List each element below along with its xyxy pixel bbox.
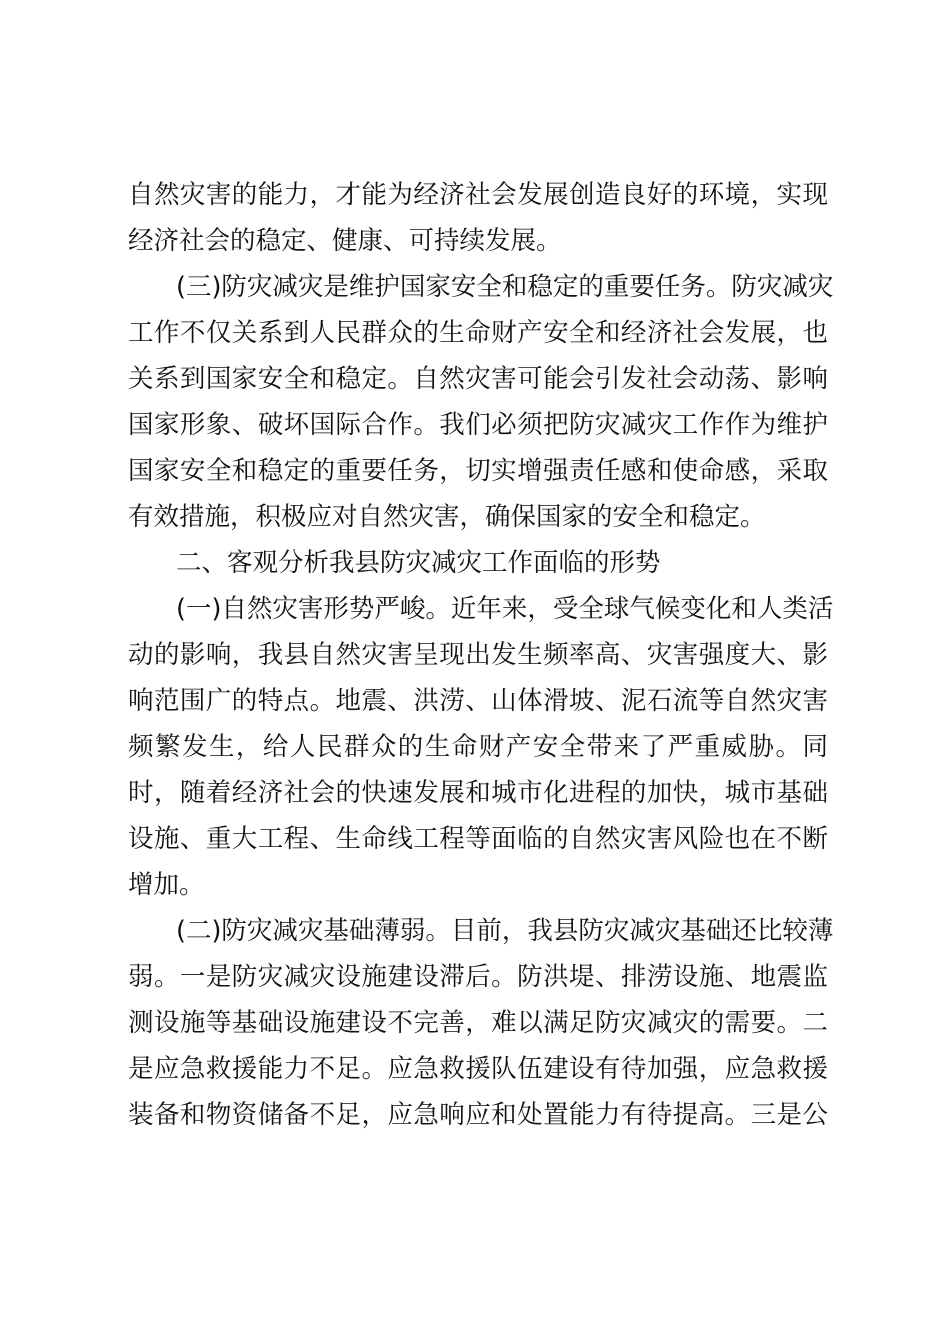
paragraph-line: 响范围广的特点。地震、洪涝、山体滑坡、泥石流等自然灾害 (128, 686, 828, 716)
paragraph-line: 自然灾害的能力，才能为经济社会发展创造良好的环境，实现 (128, 180, 828, 210)
paragraph-line: 时，随着经济社会的快速发展和城市化进程的加快，城市基础 (128, 778, 828, 808)
section-heading: 二、客观分析我县防灾减灾工作面临的形势 (176, 548, 661, 578)
paragraph-line: 增加。 (128, 870, 205, 900)
paragraph-line: 测设施等基础设施建设不完善，难以满足防灾减灾的需要。二 (128, 1008, 828, 1038)
paragraph-line: 有效措施，积极应对自然灾害，确保国家的安全和稳定。 (128, 502, 766, 532)
paragraph-line: (二)防灾减灾基础薄弱。目前，我县防灾减灾基础还比较薄 (176, 916, 834, 946)
paragraph-line: (三)防灾减灾是维护国家安全和稳定的重要任务。防灾减灾 (176, 272, 834, 302)
paragraph-line: 设施、重大工程、生命线工程等面临的自然灾害风险也在不断 (128, 824, 828, 854)
paragraph-line: 国家安全和稳定的重要任务，切实增强责任感和使命感，采取 (128, 456, 828, 486)
paragraph-line: 频繁发生，给人民群众的生命财产安全带来了严重威胁。同 (128, 732, 828, 762)
paragraph-line: 工作不仅关系到人民群众的生命财产安全和经济社会发展，也 (128, 318, 828, 348)
paragraph-line: 是应急救援能力不足。应急救援队伍建设有待加强，应急救援 (128, 1054, 828, 1084)
paragraph-line: 经济社会的稳定、健康、可持续发展。 (128, 226, 562, 256)
paragraph-line: 国家形象、破坏国际合作。我们必须把防灾减灾工作作为维护 (128, 410, 828, 440)
paragraph-line: (一)自然灾害形势严峻。近年来，受全球气候变化和人类活 (176, 594, 834, 624)
paragraph-line: 弱。一是防灾减灾设施建设滞后。防洪堤、排涝设施、地震监 (128, 962, 828, 992)
paragraph-line: 动的影响，我县自然灾害呈现出发生频率高、灾害强度大、影 (128, 640, 828, 670)
paragraph-line: 装备和物资储备不足，应急响应和处置能力有待提高。三是公 (128, 1100, 828, 1130)
paragraph-line: 关系到国家安全和稳定。自然灾害可能会引发社会动荡、影响 (128, 364, 828, 394)
